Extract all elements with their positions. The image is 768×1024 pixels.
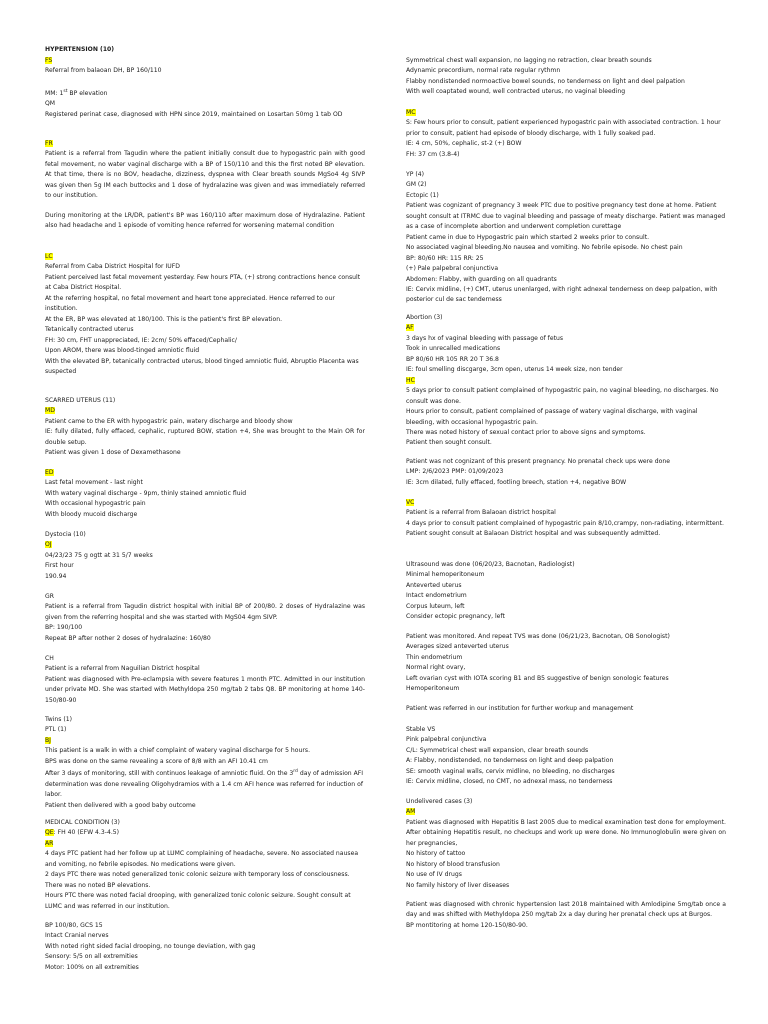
case-line: IE: fully dilated, fully effaced, cephalic, ruptured BOW, station +4, She was brought to the Main OR for double setup.	[45, 428, 365, 446]
case-line: Patient then sought consult.	[406, 439, 492, 447]
case-line: IE: foul smelling discgarge, 3cm open, uterus 14 week size, non tender	[406, 366, 623, 374]
case-vc-referral	[406, 704, 726, 714]
case-line: Consider ectopic pregnancy, left	[406, 613, 505, 621]
case-tag: AM	[406, 808, 416, 816]
case-line: Took in unrecalled medications	[406, 345, 501, 353]
case-line: With noted right sided facial drooping, no tounge deviation, with gag	[45, 942, 256, 950]
section-hypertension	[45, 45, 365, 55]
case-vc-tvs	[406, 632, 726, 695]
case-line: First hour	[45, 562, 74, 570]
case-line: This patient is a walk in with a chief complaint of watery vaginal discharge for 5 hours.	[45, 747, 311, 755]
case-line: Patient is a referral from Balaoan district hospital	[406, 509, 556, 517]
case-tag: FR	[45, 140, 53, 147]
case-line: After 3 days of monitoring, still with continuos leakage of amniotic fluid. On the 3rd day of admission AFI determination was done revealing Oligohydramios with a 1.4 cm AFI hence was referred for induction of labor.	[45, 769, 364, 799]
section-abortion	[406, 313, 726, 449]
case-mc	[406, 108, 726, 160]
case-line: GM (2)	[406, 181, 427, 189]
case-line: Anteverted uterus	[406, 581, 462, 589]
case-line: With occasional hypogastric pain	[45, 500, 146, 508]
case-line: SE: smooth vaginal walls, cervix midline, no bleeding, no discharges	[406, 767, 615, 775]
case-line: Referral from balaoan DH, BP 160/110	[45, 67, 162, 75]
case-line: Hemoperitoneum	[406, 685, 460, 693]
case-line: FH: 30 cm, FHT unappreciated, IE: 2cm/ 50% effaced/Cephalic/	[45, 336, 237, 344]
case-line: Ectopic (1)	[406, 191, 439, 199]
case-line: Patient came in due to Hypogastric pain which started 2 weeks prior to consult.	[406, 233, 650, 241]
case-line: Patient was given 1 dose of Dexamethasone	[45, 449, 181, 457]
case-line: Sensory: 5/5 on all extremities	[45, 953, 138, 961]
case-line: IE: 3cm dilated, fully effaced, footling breech, station +4, negative BOW	[406, 478, 627, 486]
section-title: Twins (1)	[45, 716, 72, 723]
case-line: Patient perceived last fetal movement yesterday. Few hours PTA, (+) strong contractions hence consult at Caba District Hospital.	[45, 273, 361, 292]
case-line: Patient then delivered with a good baby outcome	[45, 801, 196, 809]
case-line: Last fetal movement - last night	[45, 479, 143, 487]
case-line: A: Flabby, nondistended, no tenderness on light and deep palpation	[406, 757, 614, 765]
case-line: Normal right ovary,	[406, 664, 466, 672]
case-line: (+) Pale palpebral conjunctiva	[406, 265, 499, 273]
case-line: Patient was referred in our institution for further workup and management	[406, 705, 634, 712]
case-line: S: Few hours prior to consult, patient experienced hypogastric pain with associated contraction. 1 hour prior to consult, patient had episode of bloody discharge, with 1 fully soaked pad.	[406, 119, 721, 137]
section-medical-condition	[45, 818, 365, 912]
case-line: Upon AROM, there was blood-tinged amniotic fluid	[45, 347, 200, 355]
case-line: BPS was done on the same revealing a score of 8/8 with an AFI 10.41 cm	[45, 757, 268, 765]
case-tag: QE	[45, 829, 54, 837]
case-tag: MD	[45, 407, 55, 415]
case-line: BP montitoring at home 120-150/80-90.	[406, 921, 528, 929]
case-mm	[45, 87, 365, 120]
case-line: BP 80/60 HR 105 RR 20 T 36.8	[406, 355, 499, 363]
case-line: With watery vaginal discharge - 9pm, thinly stained amniotic fluid	[45, 489, 247, 497]
case-gr	[45, 592, 365, 644]
section-subtitle: PTL (1)	[45, 726, 67, 734]
case-line: Tetanically contracted uterus	[45, 326, 134, 334]
case-tag: HC	[406, 376, 415, 384]
case-line: No use of IV drugs	[406, 871, 462, 879]
case-line: Intact Cranial nerves	[45, 932, 109, 940]
case-tag: FS	[45, 57, 53, 64]
case-line: Motor: 100% on all extremities	[45, 963, 139, 971]
case-paragraph: Patient was diagnosed with chronic hypertension last 2018 maintained with Amlodipine 5mg/tab once a day and was shifted with Methyldopa 250 mg/tab 2x a day during her prenatal check ups at Burgos.	[406, 901, 726, 919]
case-line: Hours PTC there was noted facial drooping, with generalized tonic colonic seizure. Sought consult at LUMC and was referred in our institution.	[45, 892, 351, 910]
case-line: LMP: 2/6/2023 PMP: 01/09/2023	[406, 468, 504, 476]
case-line: BP: 190/100	[45, 624, 83, 632]
case-hc-cont	[406, 457, 726, 488]
case-ch	[45, 654, 365, 706]
case-line: FH: 37 cm (3.8-4)	[406, 150, 460, 158]
case-am-hypertension	[406, 900, 726, 931]
case-line: Averages sized anteverted uterus	[406, 643, 509, 651]
case-line: No family history of liver diseases	[406, 881, 510, 889]
case-line: Registered perinat case, diagnosed with HPN since 2019, maintained on Losartan 50mg 1 tab OD	[45, 110, 343, 118]
section-heading: HYPERTENSION (10)	[45, 46, 115, 53]
case-line: Intact endometrium	[406, 592, 467, 600]
case-paragraph: Patient is a referral from Tagudin where the patient initially consult due to hypogastric pain with good fetal movement, no water vaginal discharge with a BP of 150/110 and this the first noted BP elevation. At that time, there is no BOV, headache, dizziness, dyspnea with Clear breath sounds MgSo4 4g SIVP was given then 5g IM each buttocks and 1 dose of hydralazine was given and was immediately referred to our institution.	[45, 150, 365, 200]
section-undelivered	[406, 797, 726, 891]
section-scarred-uterus	[45, 396, 365, 459]
case-line: IE: 4 cm, 50%, cephalic, st-2 (+) BOW	[406, 140, 522, 148]
case-line: 4 days PTC patient had her follow up at LUMC complaining of headache, severe. No associated nausea and vomiting, no febrile episodes. No medications were given.	[45, 850, 359, 868]
case-line: Flabby nondistended normoactive bowel sounds, no tenderness on light and deel palpation	[406, 77, 685, 85]
case-line: 3 days hx of vaginal bleeding with passage of fetus	[406, 334, 564, 342]
case-line: At the ER, BP was elevated at 180/100. This is the patient's first BP elevation.	[45, 315, 283, 323]
section-twins	[45, 715, 365, 811]
section-title: SCARRED UTERUS (11)	[45, 397, 116, 404]
case-line: With the elevated BP, tetanically contracted uterus, blood tinged amniotic fluid, Abruptio Placenta was suspected	[45, 357, 359, 375]
case-line: YP (4)	[406, 171, 424, 178]
case-tag: BJ	[45, 736, 51, 744]
case-line: No history of tattoo	[406, 850, 466, 858]
case-title: GR	[45, 593, 54, 600]
section-ectopic	[406, 170, 726, 306]
case-line: Patient was cognizant of pregnancy 3 week PTC due to positive pregnancy test done at home. Patient sought consult at ITRMC due to vaginal bleeding and passage of meaty discharge. Patient was managed as a case of incomplete abortion and underwent completion curettage	[406, 202, 726, 231]
case-fs	[45, 56, 365, 77]
case-tag: LC	[45, 253, 53, 260]
case-tag: ED	[45, 469, 54, 476]
case-fr	[45, 139, 365, 202]
section-title: Dystocia (10)	[45, 531, 86, 538]
case-tag: OJ	[45, 541, 52, 549]
case-line: Repeat BP after nother 2 doses of hydralazine: 160/80	[45, 634, 211, 642]
case-line: 4 days prior to consult patient complained of hypogastric pain 8/10,crampy, non-radiating, intermittent. Patient sought consult at Balaoan District hospital and was subsequently admitted.	[406, 519, 724, 538]
case-line: No associated vaginal bleeding.No nausea and vomiting. No febrile episode. No chest pain	[406, 244, 683, 252]
case-line: Corpus luteum, left	[406, 602, 465, 610]
case-fr-monitoring	[45, 211, 365, 232]
case-tag: MC	[406, 109, 416, 116]
case-tag: AR	[45, 839, 54, 847]
case-ar-exam	[45, 921, 365, 973]
case-vc-ultrasound	[406, 560, 726, 623]
case-line: Stable VS	[406, 726, 436, 733]
case-line: Ultrasound was done (06/20/23, Bacnotan, Radiologist)	[406, 561, 575, 568]
case-line: Patient was monitored. And repeat TVS was done (06/21/23, Bacnotan, OB Sonologist)	[406, 633, 670, 640]
section-title: Undelivered cases (3)	[406, 798, 473, 805]
case-line: Pink palpebral conjunctiva	[406, 736, 487, 744]
case-line: C/L: Symmetrical chest wall expansion, clear breath sounds	[406, 746, 589, 754]
case-line: MM: 1st BP elevation	[45, 89, 108, 98]
case-vc-exam	[406, 725, 726, 788]
case-line: Patient is a referral from Naguilian District hospital	[45, 665, 200, 673]
case-line: There was noted history of sexual contact prior to above signs and symptoms.	[406, 428, 646, 436]
case-line: Symmetrical chest wall expansion, no lagging no retraction, clear breath sounds	[406, 57, 652, 64]
case-line: Adynamic precordium, normal rate regular rythmn	[406, 67, 561, 75]
case-line: 04/23/23 75 g ogtt at 31 5/7 weeks	[45, 551, 153, 559]
case-paragraph: Patient was diagnosed with Pre-eclampsia with severe features 1 month PTC. Admitted in our institution under private MD. She was started with Methyldopa 250 mg/tab 2 tabs Q8. BP monitoring at home 140-150/80-90	[45, 675, 365, 704]
case-line: Minimal hemoperitoneum	[406, 571, 485, 579]
case-lc	[45, 252, 365, 377]
case-line: Thin endometrium	[406, 653, 463, 661]
case-ed	[45, 468, 365, 520]
case-line: With bloody mucoid discharge	[45, 510, 138, 518]
case-line: BP 100/80, GCS 15	[45, 922, 103, 929]
case-line: 190.94	[45, 572, 67, 580]
case-line: IE: Cervix midline, (+) CMT, uterus unenlarged, with right adnexal tenderness on deep palpation, with posterior cul de sac tenderness	[406, 285, 718, 304]
case-tag: AF	[406, 324, 414, 332]
case-line: With well coaptated wound, well contracted uterus, no vaginal bleeding	[406, 88, 626, 96]
case-line: IE: Cervix midline, closed, no CMT, no adnexal mass, no tenderness	[406, 778, 613, 786]
case-line: No history of blood transfusion	[406, 860, 500, 868]
case-line: Referral from Caba District Hospital for IUFD	[45, 263, 180, 271]
section-title: Abortion (3)	[406, 314, 443, 321]
case-paragraph: Patient was diagnosed with Hepatitis B last 2005 due to medical examination test done for employment. After obtaining Hepatitis result, no checkups and work up were done. No Immunoglobulin were given on her pregnancies,	[406, 818, 726, 847]
case-paragraph: During monitoring at the LR/DR, patient's BP was 160/110 after maximum dose of Hydralazine. Patient also had headache and 1 episode of vomiting hence referred for worsening maternal condition	[45, 212, 365, 230]
case-line: Left ovarian cyst with IOTA scoring B1 and B5 suggestive of benign sonologic features	[406, 674, 669, 682]
case-line: Abdomen: Flabby, with guarding on all quadrants	[406, 275, 557, 283]
case-line: Patient came to the ER with hypogastric pain, watery discharge and bloody show	[45, 417, 293, 425]
case-line: Hours prior to consult, patient complained of passage of watery vaginal discharge, with vaginal bleeding, with occasional hypogastric pain.	[406, 408, 698, 426]
case-line: Patient was not cognizant of this present pregnancy. No prenatal check ups were done	[406, 458, 670, 465]
case-paragraph: Patient is a referral from Tagudin district hospital with initial BP of 200/80. 2 doses of Hydralazine was given from the referring hospital and she was started with MgS04 4gm SIVP.	[45, 603, 365, 621]
case-ar-exam-cont	[406, 56, 726, 98]
case-line: QE: FH 40 (EFW 4.3-4.5)	[45, 829, 120, 837]
case-line: At the referring hospital, no fetal movement and heart tone appreciated. Hence referred to our institution.	[45, 294, 335, 313]
section-title: MEDICAL CONDITION (3)	[45, 819, 120, 826]
case-line: BP: 80/60 HR: 115 RR: 25	[406, 254, 484, 262]
case-title: CH	[45, 655, 54, 662]
case-line: 2 days PTC there was noted generalized tonic colonic seizure with temporary loss of consciousness. There was no noted BP elevations.	[45, 871, 350, 889]
case-line: QM	[45, 100, 56, 108]
case-vc	[406, 498, 726, 540]
case-line: 5 days prior to consult patient complained of hypogastric pain, no vaginal bleeding, no discharges. No consult was done.	[406, 387, 719, 405]
section-dystocia	[45, 530, 365, 582]
case-tag: VC	[406, 499, 415, 506]
